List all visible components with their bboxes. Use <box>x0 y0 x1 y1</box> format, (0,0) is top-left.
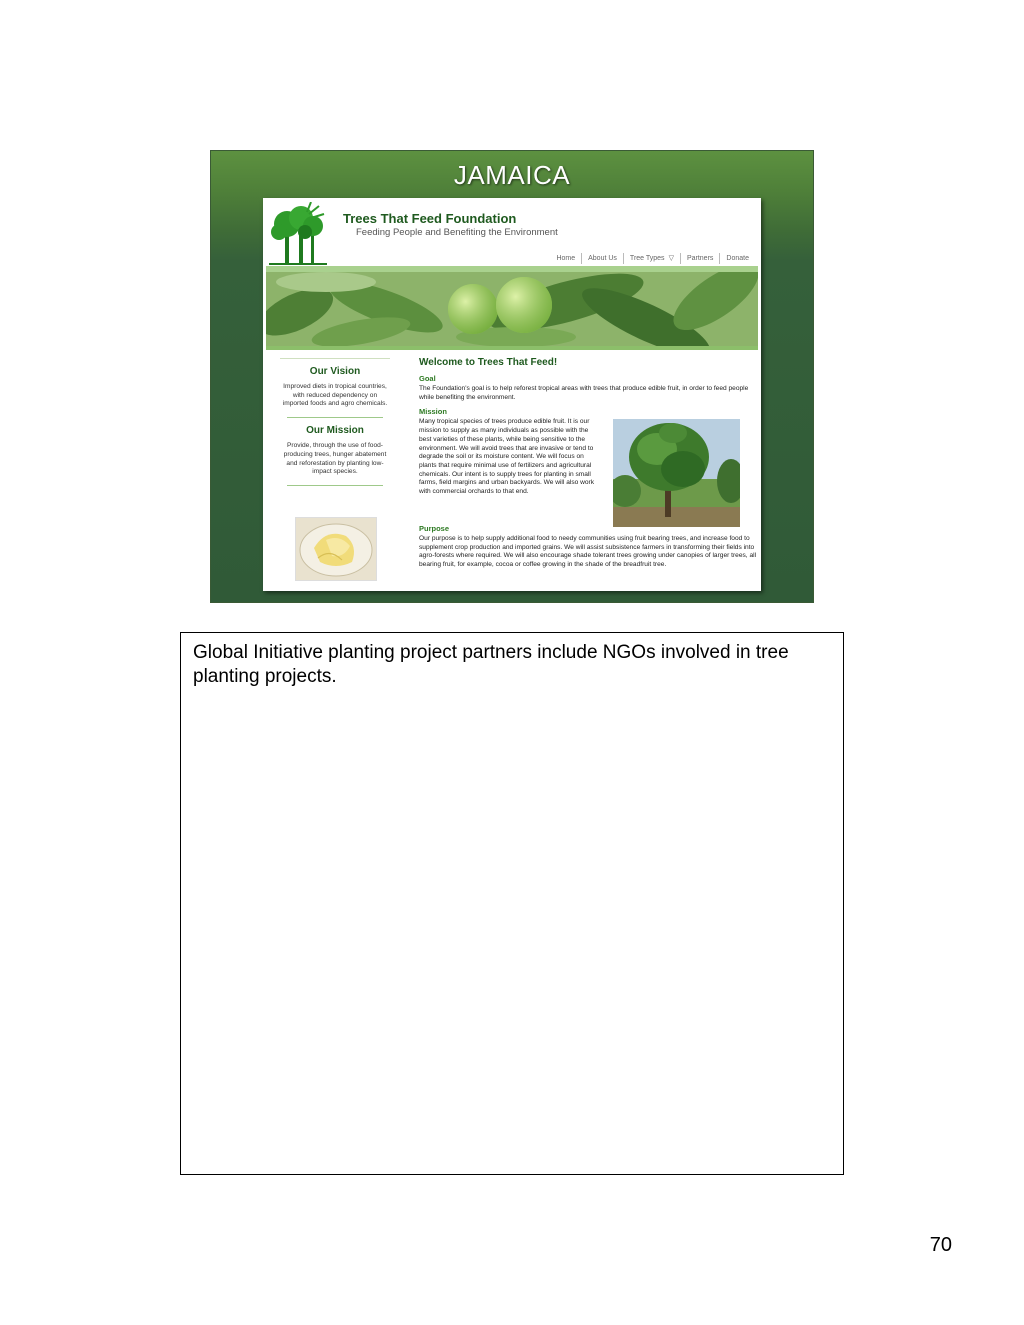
divider <box>287 485 383 486</box>
mission-heading: Our Mission <box>306 425 364 437</box>
breadfruit-tree-image <box>613 419 740 527</box>
nav-tree-types-label: Tree Types <box>629 255 665 262</box>
slide <box>210 150 814 603</box>
sidebar <box>273 358 397 486</box>
purpose-text: Our purpose is to help supply additional food to needy communities using fruit bearing trees, and increase food to supplement crop production and imported grains. We will assist subsistence farmers in transforming their fields into agro-forests where required. We will also encourage shade tolerant trees growing under canopies of larger trees, all bearing fruit, for example, cocoa or coffee growing in the shade of the breadfruit tree. <box>419 535 757 569</box>
main-content <box>419 357 757 569</box>
purpose-heading: Purpose <box>419 524 450 533</box>
page-number: 70 <box>929 1234 952 1256</box>
vision-heading: Our Vision <box>309 366 361 377</box>
slide-title: JAMAICA <box>453 160 571 190</box>
org-name: Trees That Feed Foundation <box>343 211 517 226</box>
mission-text: Provide, through the use of food-producing trees, hunger abatement and reforestation by planting low-impact species. <box>283 442 387 476</box>
notes-box <box>180 632 844 1175</box>
triangle-down-icon: ▽ <box>668 255 674 262</box>
mission-section-heading: Mission <box>419 407 447 417</box>
vision-text: Improved diets in tropical countries, with reduced dependency on imported foods and agro chemicals. <box>282 383 388 408</box>
nav-partners[interactable]: Partners <box>680 253 719 264</box>
goal-text: The Foundation's goal is to help reforest tropical areas with trees that produce edible fruit, in order to feed people while benefiting the environment. <box>419 385 749 401</box>
site-nav <box>550 253 755 264</box>
org-tagline: Feeding People and Benefiting the Environment <box>356 227 558 238</box>
website-screenshot <box>263 198 761 591</box>
goal-heading: Goal <box>419 374 436 383</box>
nav-about-us[interactable]: About Us <box>581 253 623 264</box>
breadfruit-banner-image <box>266 272 758 346</box>
nav-home[interactable]: Home <box>556 255 576 262</box>
mission-section-text: Many tropical species of trees produce edible fruit. It is our mission to supply as many individuals as possible with the best varieties of these plants, while being sensitive to the environment. We will avoid trees that are invasive or tend to degrade the soil or its moisture content. We will focus on plants that require minimal use of fertilizers and agricultural chemicals. Our intent is to supply trees for planting in small farms, field margins and urban backyards. We will also work with commercial orchards to that end. <box>419 418 595 496</box>
divider <box>280 358 390 359</box>
divider <box>287 417 383 418</box>
banner-divider <box>266 346 758 350</box>
notes-text: Global Initiative planting project partners include NGOs involved in tree planting projects. <box>193 642 789 687</box>
tree-logo-icon <box>269 202 327 266</box>
nav-tree-types[interactable] <box>623 253 680 264</box>
welcome-heading: Welcome to Trees That Feed! <box>419 357 558 368</box>
nav-donate[interactable]: Donate <box>719 253 755 264</box>
purpose-section <box>419 520 757 570</box>
breadfruit-slice-image <box>295 517 377 581</box>
